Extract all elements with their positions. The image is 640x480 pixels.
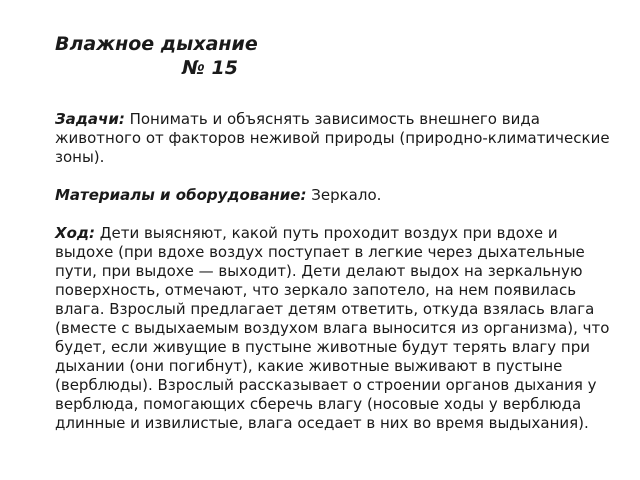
tasks-text: Понимать и объяснять зависимость внешнего вида животного от факторов неживой природы (природно-климатические зоны). xyxy=(55,110,610,166)
procedure-text: Дети выясняют, какой путь проходит воздух при вдохе и выдохе (при вдохе воздух поступает в легкие через дыхательные пути, при выдохе — выходит). Дети делают выдох на зеркальную поверхность, отмечают, что зеркало запотело, на нем появилась влага. Взрослый предлагает детям ответить, откуда взялась влага (вместе с выдыхаемым воздухом влага выносится из организма), что будет, если живущие в пустыне животные будут терять влагу при дыхании (они погибнут), какие животные выживают в пустыне (верблюды). Взрослый рассказывает о строении органов дыхания у верблюда, помогающих сберечь влагу (носовые ходы у верблюда длинные и извилистые, влага оседает в них во время выдыхания). xyxy=(55,224,610,432)
procedure-paragraph xyxy=(55,224,615,433)
tasks-label: Задачи: xyxy=(55,110,125,128)
procedure-label: Ход: xyxy=(55,224,95,242)
spacer xyxy=(55,205,615,224)
document-title: Влажное дыхание xyxy=(55,33,258,55)
spacer xyxy=(55,167,615,186)
materials-text: Зеркало. xyxy=(306,186,382,204)
spacer xyxy=(55,80,615,110)
tasks-paragraph xyxy=(55,110,615,167)
document-body xyxy=(55,32,615,433)
materials-paragraph xyxy=(55,186,615,205)
document-number: № 15 xyxy=(182,57,238,79)
materials-label: Материалы и оборудование: xyxy=(55,186,307,204)
